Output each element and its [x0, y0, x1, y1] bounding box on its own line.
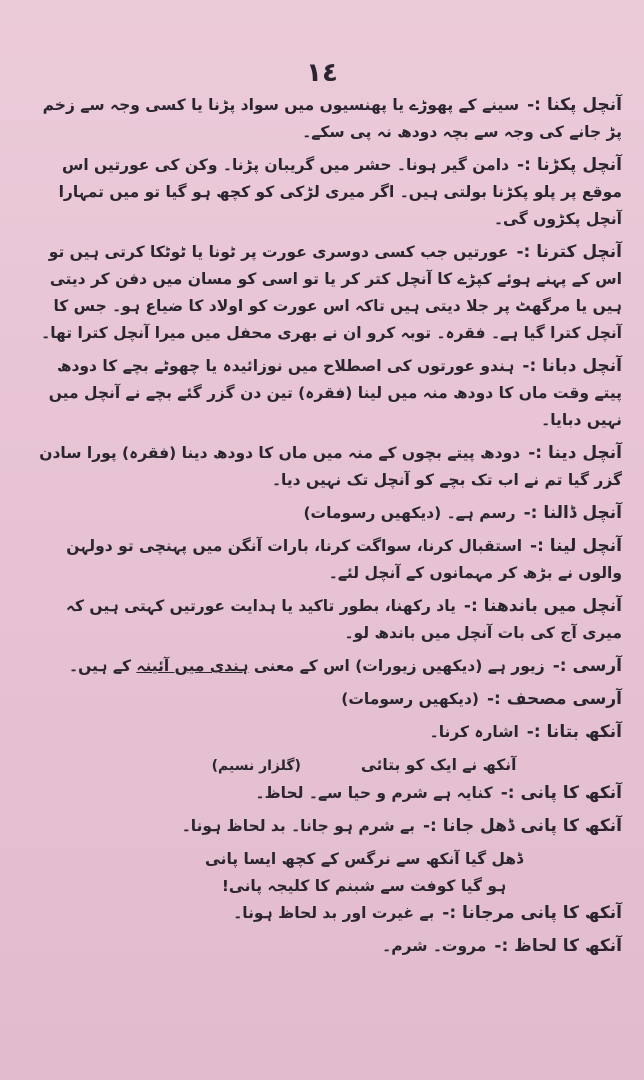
entry-headword: آنچل میں باندھنا :-	[463, 596, 622, 616]
entry-text: بے غیرت اور بد لحاظ ہونا۔	[233, 904, 435, 922]
entry-headword: آنکھ کا پانی مرجانا :-	[442, 903, 622, 923]
entry	[36, 593, 622, 647]
entry	[36, 92, 622, 146]
entry-headword: آنکھ کا لحاظ :-	[494, 936, 622, 956]
verse-text: آنکھ نے ایک کو بتائی	[360, 756, 517, 774]
entry	[36, 533, 622, 587]
entry-text: ہندو عورتوں کی اصطلاح میں نوزائیدہ یا چھوٹے بچے کا دودھ پیتے وقت ماں کا دودھ منہ میں لینا (فقرہ) تین دن گزر گئے بچے نے آنچل میں نہیں دبایا۔	[48, 357, 622, 429]
entry-headword: آنکھ بتانا :-	[526, 722, 622, 742]
entry	[36, 780, 622, 807]
entry-text: مروت۔ شرم۔	[382, 937, 487, 955]
entry	[36, 152, 622, 233]
entry-headword: آنکھ کا پانی :-	[500, 783, 622, 803]
entry-text: رسم ہے۔ (دیکھیں رسومات)	[303, 504, 516, 522]
entry-text-end: کے ہیں۔	[69, 657, 137, 675]
entry-headword: آنچل دبانا :-	[522, 356, 622, 376]
entry-text: دامن گیر ہونا۔ حشر میں گریبان پڑنا۔ وکن کی عورتیں اس موقع پر پلو پکڑنا بولتی ہیں۔ اگر میری لڑکی کو کچھ ہو گیا تو میں تمہارا آنچل پکڑوں گی۔	[58, 156, 622, 228]
entry-text: دودھ پیتے بچوں کے منہ میں ماں کا دودھ دینا (فقرہ) پورا سادن گزر گیا تم نے اب تک بچے کو آنچل تک نہیں دیا۔	[39, 444, 622, 489]
verse-line	[36, 752, 622, 780]
entry-text: زیور ہے (دیکھیں زیورات) اس کے معنی	[248, 657, 545, 675]
entry-headword: آنچل لینا :-	[530, 536, 622, 556]
entry	[36, 719, 622, 746]
entry-text: اشارہ کرنا۔	[429, 723, 519, 741]
entry	[36, 440, 622, 494]
entry	[36, 813, 622, 840]
verse-line: ہو گیا کوفت سے شبنم کا کلیجہ پانی!	[221, 877, 507, 895]
entry	[36, 500, 622, 527]
entry-text: (دیکھیں رسومات)	[341, 690, 479, 708]
entry-text: استقبال کرنا، سواگت کرنا، بارات آنگن میں پہنچی تو دولہن والوں نے بڑھ کر مہمانوں کے آنچل لئے۔	[66, 537, 622, 582]
entry-headword: آنچل پکڑنا :-	[517, 155, 622, 175]
entry-headword: آنچل پکنا :-	[527, 95, 622, 115]
entry-headword: آنچل دینا :-	[528, 443, 622, 463]
entry-text: سینے کے پھوڑے یا پھنسیوں میں سواد پڑنا یا کسی وجہ سے زخم پڑ جانے کی وجہ سے بچہ دودھ نہ پی سکے۔	[42, 96, 622, 141]
page-number: ١٤	[306, 58, 338, 88]
entry-headword: آنکھ کا پانی ڈھل جانا :-	[422, 816, 622, 836]
entry-arsi	[36, 653, 622, 680]
entry	[36, 933, 622, 960]
entry-text: یاد رکھنا، بطور تاکید یا ہدایت عورتیں کہتی ہیں کہ میری آج کی بات آنچل میں باندھ لو۔	[65, 597, 622, 642]
entry	[36, 353, 622, 434]
entry	[36, 686, 622, 713]
entry	[36, 239, 622, 347]
entry-headword: آرسی مصحف :-	[487, 689, 622, 709]
underlined-text: ہندی میں آئینہ	[136, 657, 249, 675]
entry	[36, 900, 622, 927]
verse-line: ڈھل گیا آنکھ سے نرگس کے کچھ ایسا پانی	[204, 850, 524, 868]
entry-headword: آنچل کترنا :-	[516, 242, 622, 262]
verse-attribution: (گلزار نسیم)	[211, 758, 301, 774]
dictionary-body	[36, 92, 622, 966]
entry-text: کنایہ ہے شرم و حیا سے۔ لحاظ۔	[255, 784, 493, 802]
entry-text: عورتیں جب کسی دوسری عورت پر ٹونا یا ٹوٹکا کرتی ہیں تو اس کے پہنے ہوئے کپڑے کا آنچل کتر کر یا تو اسی کو مسان میں دفن کر دیتی ہیں یا مرگھٹ پر جلا دیتی ہیں تاکہ اس عورت کو اولاد کا ضیاع ہو۔ جس کا آنچل کترا گیا ہے۔ فقرہ۔ توبہ کرو ان نے بھری محفل میں میرا آنچل کترا تھا۔	[41, 243, 622, 342]
entry-headword: آنچل ڈالنا :-	[523, 503, 622, 523]
entry-headword: آرسی :-	[552, 656, 622, 676]
entry-text: بے شرم ہو جانا۔ بد لحاظ ہونا۔	[181, 817, 415, 835]
